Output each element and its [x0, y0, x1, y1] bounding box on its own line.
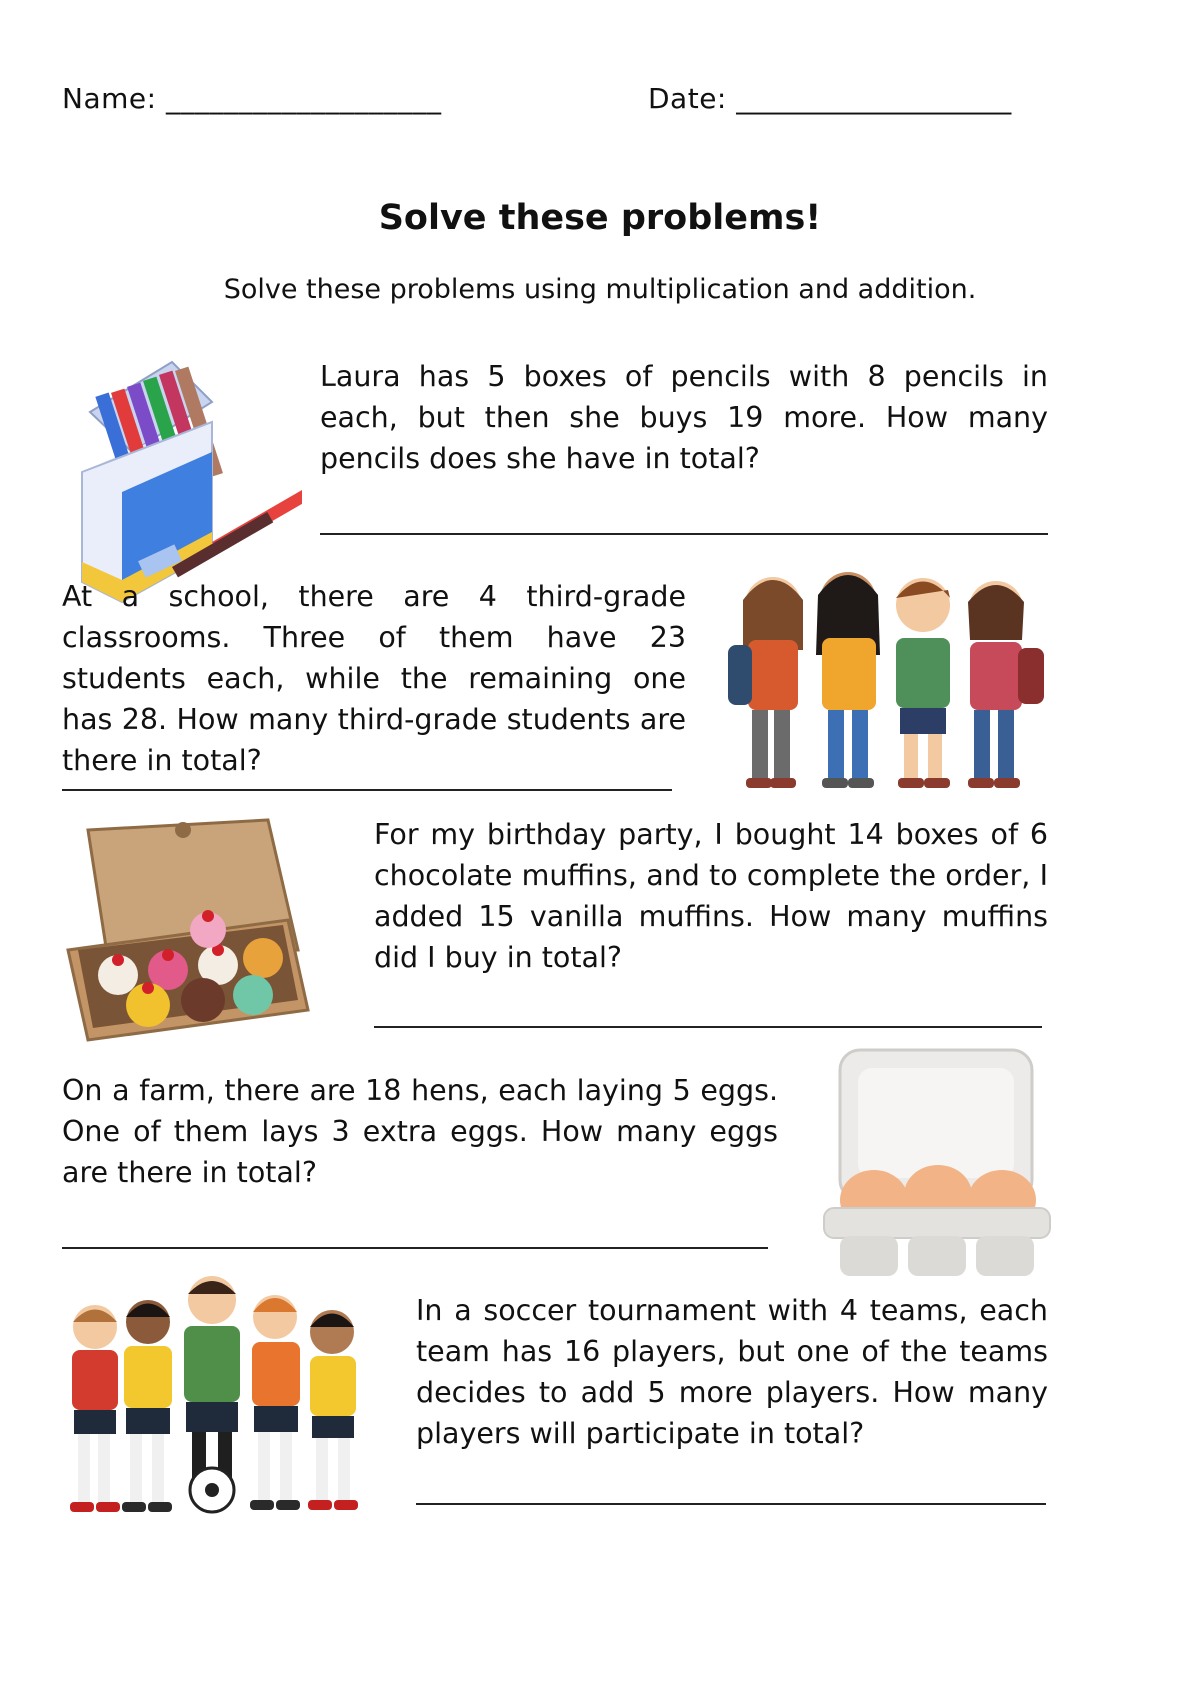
students-illustration: [718, 560, 1058, 800]
egg-carton-illustration: [822, 1040, 1054, 1280]
worksheet-title: Solve these problems!: [378, 198, 822, 238]
answer-line-4[interactable]: [62, 1247, 768, 1249]
worksheet-instructions: Solve these problems using multiplication and addition.: [223, 274, 977, 305]
problem-4-text: On a farm, there are 18 hens, each laying 5 eggs. One of them lays 3 extra eggs. How many eggs are there in total?: [62, 1074, 778, 1189]
muffin-box-illustration: [58, 800, 320, 1045]
answer-line-3[interactable]: [374, 1026, 1042, 1028]
soccer-players-illustration: [60, 1272, 370, 1522]
name-field[interactable]: Name: ___________________: [62, 82, 442, 115]
problem-5-text: In a soccer tournament with 4 teams, each team has 16 players, but one of the teams decides to add 5 more players. How many players will participate in total?: [416, 1294, 1048, 1450]
problem-1-text: Laura has 5 boxes of pencils with 8 pencils in each, but then she buys 19 more. How many pencils does she have in total?: [320, 360, 1048, 475]
answer-line-2[interactable]: [62, 789, 672, 791]
answer-line-5[interactable]: [416, 1503, 1046, 1505]
pencil-box-illustration: [62, 352, 302, 612]
problem-2-text: At a school, there are 4 third-grade classrooms. Three of them have 23 students each, while the remaining one has 28. How many third-grade students are there in total?: [62, 580, 686, 777]
date-field[interactable]: Date: ___________________: [648, 82, 1012, 115]
problem-3-text: For my birthday party, I bought 14 boxes of 6 chocolate muffins, and to complete the order, I added 15 vanilla muffins. How many muffins did I buy in total?: [374, 818, 1048, 974]
answer-line-1[interactable]: [320, 533, 1048, 535]
